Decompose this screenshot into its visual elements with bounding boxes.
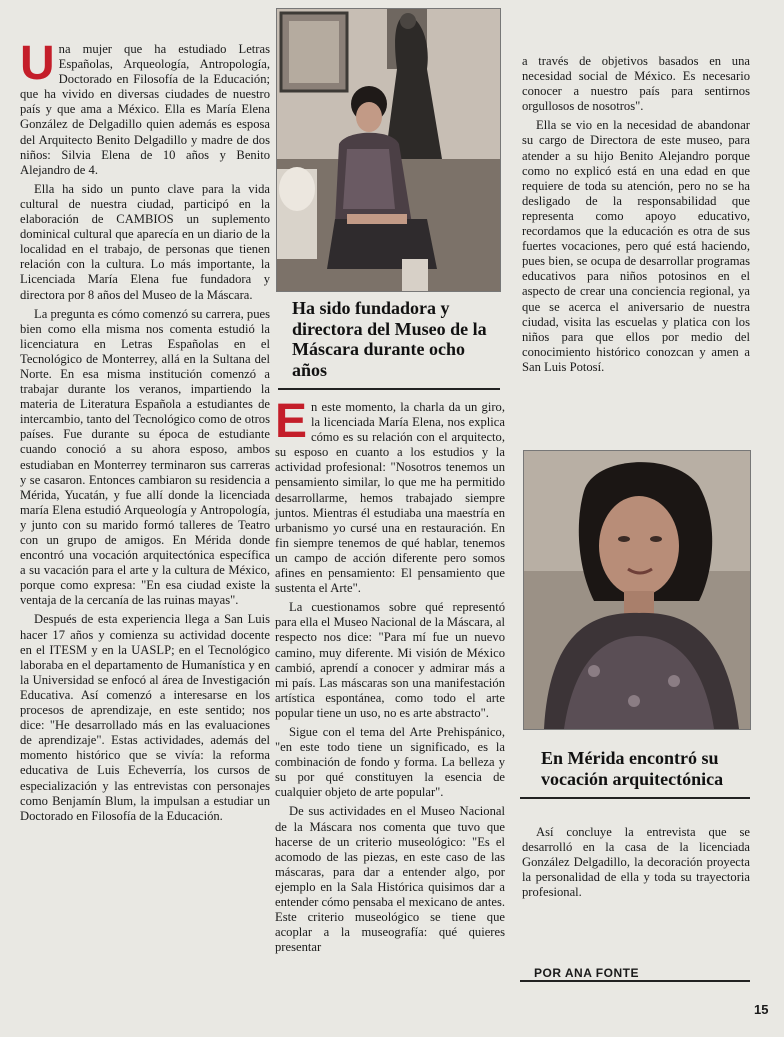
paragraph-intro <box>20 37 270 178</box>
drop-cap-u: U <box>20 37 55 90</box>
paragraph: La pregunta es cómo comenzó su carrera, pues bien como ella misma nos comenta estudió la licenciatura en Letras Españolas en el Tecnológico de Monterrey, allá en la Sultana del Norte. En esa misma institución comenzó a trabajar durante los veranos, impartiendo la materia de Literatura Española a estudiantes de intercambio, tanto del Tecnológico como de otros países. Fue durante su época de estudiante cuando conoció a su ahora esposo, ambos estudiaban en Monterrey terminaron sus carreras y se casaron. Entonces cambiaron su residencia a Mérida, Yucatán, y fue allí donde la licenciada maría Elena estudió Arqueología y Antropología, y junto con su marido formó talleres de Teatro con un grupo de amigos. En Mérida donde encontró una vocación arquitectónica específica a su vacación para el arte y la cultura de México, porque como expresa: "En esa ciudad existe la ventaja de la cercanía de las ruinas mayas". <box>20 306 270 608</box>
paragraph-conclusion: Así concluye la entrevista que se desarrolló en la casa de la licenciada González Delgadillo, la decoración proyecta la personalidad de ella y toda su trayectoria profesional. <box>522 825 750 900</box>
article-column-3 <box>522 54 750 379</box>
paragraph: Después de esta experiencia llega a San Luis hacer 17 años y comienza su actividad docente en el ITESM y en la UASLP; en el Tecnológico laboraba en el departamento de Humanística y en la Universidad se enfocó al área de Investigación Educativa. Así comenzó a interesarse en los procesos de aprendizaje, en este sentido; nos dice: "He desarrollado más en las evaluaciones de aprendizaje". Estas actividades, además del momento histórico que se vivía: la reforma educativa de Luis Echeverría, los cursos de especialización y las entrevistas con personajes como Benjamín Blum, la impulsan a estudiar un Doctorado en Filosofía de la Educación. <box>20 612 270 823</box>
pull-quote-heading-merida: En Mérida encontró su vocación arquitectónica <box>541 748 724 789</box>
article-column-1 <box>20 37 270 828</box>
byline-rule <box>520 980 750 982</box>
author-byline: POR ANA FONTE <box>534 966 639 980</box>
paragraph-continued: a través de objetivos basados en una necesidad social de México. Es necesario conocer a nuestro país para sentirnos orgullosos de nosotros". <box>522 54 750 114</box>
paragraph: Ella ha sido un punto clave para la vida cultural de nuestra ciudad, participó en la elaboración de CAMBIOS un suplemento dominical cultural que aparecía en un diario de la localidad en el trabajo, de personas que tienen relación con la cultura. Lo más importante, la Licenciada María Elena fue fundadora y directora por 8 años del Museo de la Máscara. <box>20 181 270 302</box>
intro-text: na mujer que ha estudiado Letras Españolas, Arqueología, Antropología, Doctorado en Filosofía de la Educación; que ha vivido en diversas ciudades de nuestro país y que ama a México. Ella es María Elena González de Delgadillo quien además es esposa del Arquitecto Benito Delgadillo y madre de dos niños: Silvia Elena de 10 años y Benito Alejandro de 4. <box>20 42 270 177</box>
paragraph: Sigue con el tema del Arte Prehispánico, "en este todo tiene un significado, es la combinación de fondo y forma. La belleza y su por qué constituyen la esencia de cualquier objeto de arte popular". <box>275 724 505 800</box>
interview-photo-home <box>276 8 501 292</box>
paragraph: La cuestionamos sobre qué representó para ella el Museo Nacional de la Máscara, al respecto nos dice: "Para mí fue un nuevo camino, muy diferente. Mi visión de México cambió, aprendí a conocer y admirar más a mi país. Las máscaras son una manifestación artística espontánea, como todo el arte popular tiene un uso, no es arte abstracto". <box>275 600 505 720</box>
pull-quote-heading-founder: Ha sido fundadora y directora del Museo de la Máscara durante ocho años <box>292 298 487 380</box>
paragraph-section-start <box>275 395 505 596</box>
divider-rule <box>278 388 500 390</box>
section-text: n este momento, la charla da un giro, la licenciada María Elena, nos explica cómo es su relación con el arquitecto, su esposo en cuanto a los estudios y la actividad profesional: "Nosotros tenemos un pensamiento similar, lo que me ha permitido desarrollarme, hemos trabajado siempre juntos. Mientras él estudiaba una maestría en urbanismo yo cursé una en restauración. En fin siempre tenemos de qué hablar, tenemos un campo de acción diferente pero somos afines en pensamiento: El pensamiento que sustenta el Arte". <box>275 400 505 596</box>
interview-photo-portrait <box>523 450 751 730</box>
page-number: 15 <box>754 1002 769 1017</box>
paragraph: De sus actividades en el Museo Nacional de la Máscara nos comenta que tuvo que hacerse de un criterio museológico: "Es el acomodo de las piezas, en este caso de las máscaras, para dar a entender algo, por ejemplo en la Sala Histórica quisimos dar a entender cómo pensaba el mexicano de antes. Este criterio museológico se tiene que acoplar a la museografía: qué quieres presentar <box>275 804 505 955</box>
article-conclusion <box>522 825 750 904</box>
article-column-2 <box>275 395 505 959</box>
drop-cap-e: E <box>275 395 308 448</box>
divider-rule <box>520 797 750 799</box>
photo-home-illustration <box>277 9 500 291</box>
paragraph: Ella se vio en la necesidad de abandonar su cargo de Directora de este museo, para atender a su hijo Benito Alejandro porque como no explicó está en una edad en que requiere de toda su atención, pero no se ha desligado de la responsabilidad que representa como apoyo educativo, recordamos que la educación es otra de sus fuertes vocaciones, pero qué está haciendo, pues bien, se ocupa de desarrollar programas educativos para niños potosinos en el aspecto de crear una conciencia regional, ya que se acerca el aniversario de nuestra ciudad, visita las escuelas y platica con los niños para que ellos por medio del conocimiento histórico conozcan y amen a San Luis Potosí. <box>522 118 750 374</box>
photo-portrait-illustration <box>524 451 750 729</box>
